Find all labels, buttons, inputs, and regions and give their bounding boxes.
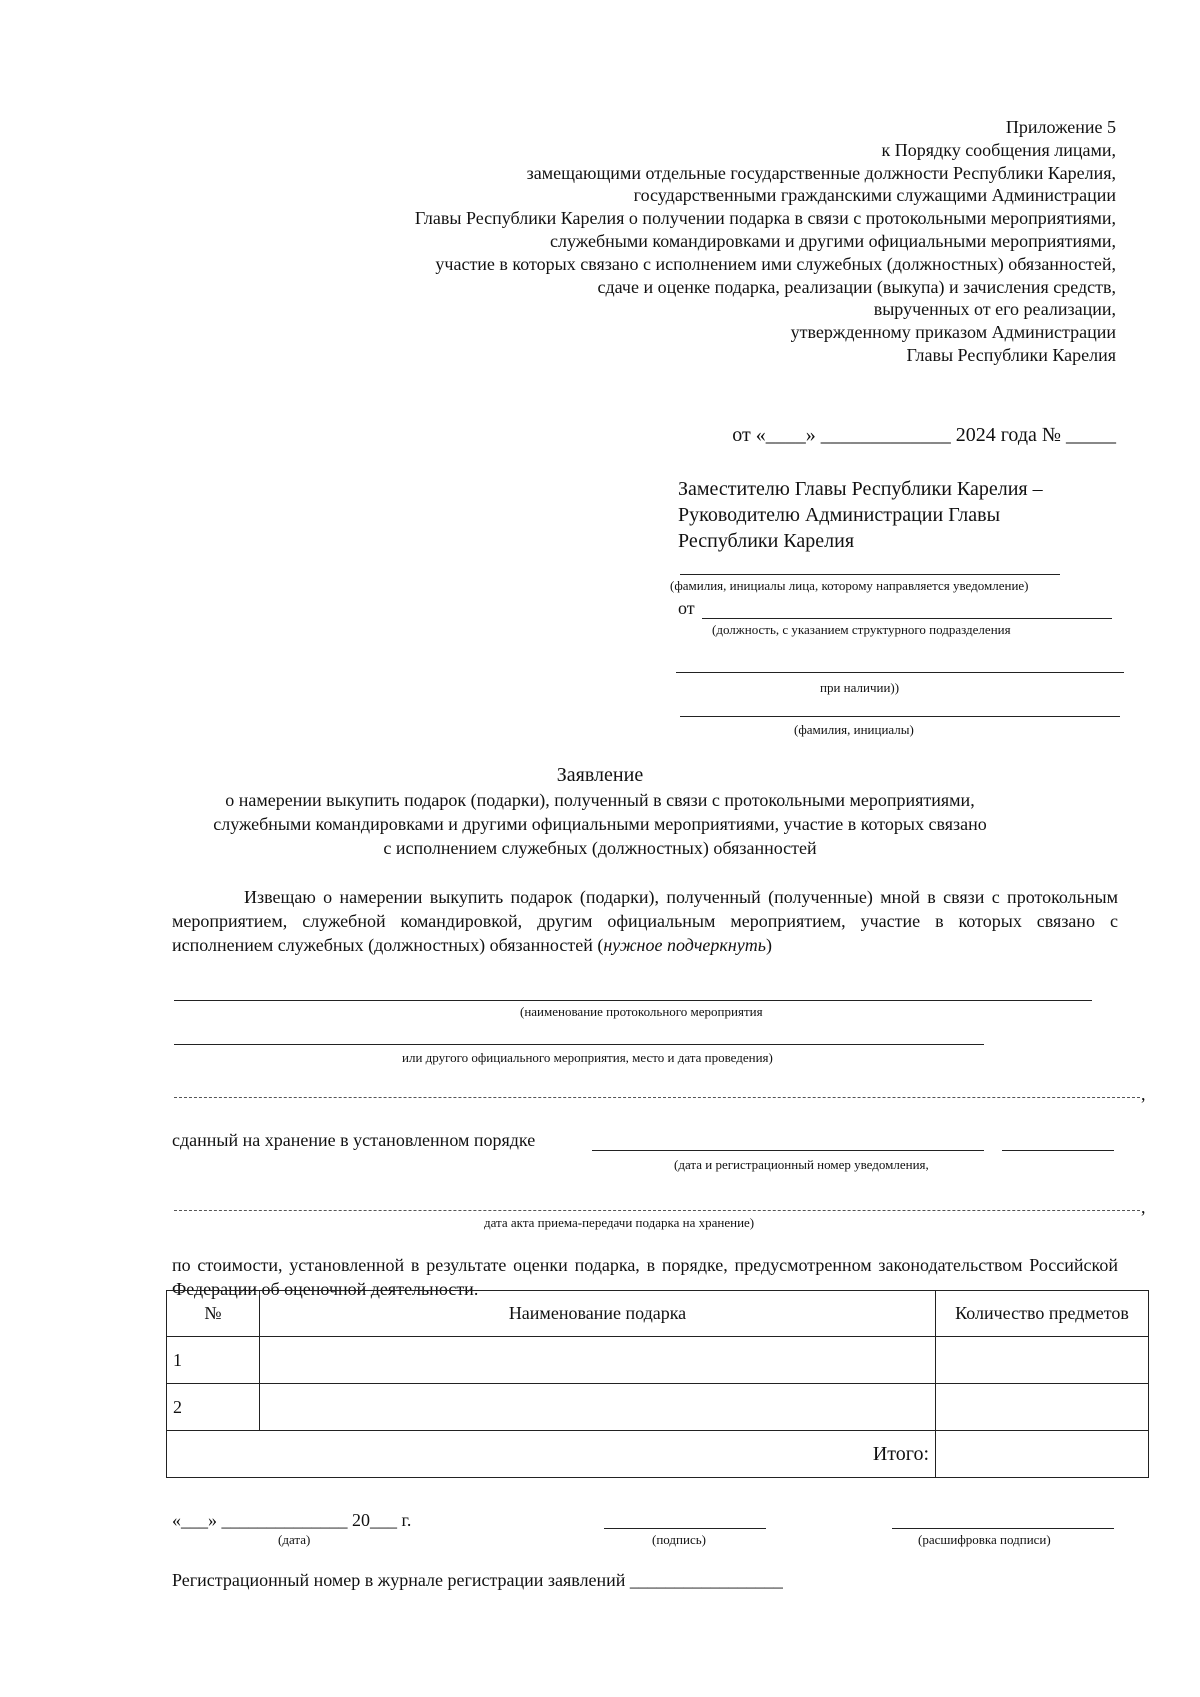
event-name-line	[174, 1000, 1092, 1001]
from-label: от	[678, 598, 695, 618]
decoding-line	[892, 1528, 1114, 1529]
event-comma: ,	[1141, 1084, 1146, 1104]
signature-caption: (подпись)	[652, 1532, 706, 1547]
header-gift-name: Наименование подарка	[260, 1291, 936, 1337]
header-line: Главы Республики Карелия	[906, 344, 1116, 365]
intro-emphasis: нужное подчеркнуть	[603, 935, 766, 955]
event-caption: (наименование протокольного мероприятия	[520, 1004, 763, 1019]
document-subtitle-line: с исполнением служебных (должностных) обязанностей	[383, 838, 817, 858]
stored-label: сданный на хранение в установленном порядке	[172, 1130, 536, 1150]
position-caption: (должность, с указанием структурного подразделения	[712, 622, 1011, 637]
document-subtitle-line: служебными командировками и другими официальными мероприятиями, участие в которых связано	[213, 814, 987, 834]
addressee-name-caption: (фамилия, инициалы лица, которому направляется уведомление)	[670, 578, 1029, 593]
document-subtitle-line: о намерении выкупить подарок (подарки), полученный в связи с протокольными мероприятиями,	[225, 790, 975, 810]
addressee-line: Заместителю Главы Республики Карелия –	[678, 478, 1043, 500]
event-place-line	[174, 1044, 984, 1045]
header-line: Главы Республики Карелия о получении подарка в связи с протокольными мероприятиями,	[414, 208, 1116, 229]
addressee-line: Руководителю Администрации Главы	[678, 504, 1001, 526]
row-quantity[interactable]	[936, 1337, 1149, 1384]
price-paragraph: по стоимости, установленной в результате оценки подарка, в порядке, предусмотренном законодательством Российской Федерации об оценочной деятельности.	[172, 1255, 1118, 1299]
act-line	[174, 1210, 1140, 1211]
notice-caption: (дата и регистрационный номер уведомления,	[674, 1157, 929, 1172]
table-header-row	[167, 1291, 1149, 1337]
registration-line: Регистрационный номер в журнале регистрации заявлений _________________	[172, 1570, 783, 1590]
gifts-table	[166, 1290, 1149, 1478]
position-caption-end: при наличии))	[820, 680, 900, 695]
header-line: участие в которых связано с исполнением ими служебных (должностных) обязанностей,	[435, 253, 1116, 274]
table-row	[167, 1337, 1149, 1384]
row-number: 2	[167, 1384, 260, 1431]
total-value[interactable]	[936, 1431, 1149, 1478]
intro-paragraph	[172, 885, 1118, 957]
table-total-row	[167, 1431, 1149, 1478]
addressee-name-line	[680, 574, 1060, 575]
initials-caption: (фамилия, инициалы)	[794, 722, 914, 737]
initials-line	[680, 716, 1120, 717]
header-line: Приложение 5	[1005, 117, 1116, 137]
header-line: служебными командировками и другими официальными мероприятиями,	[550, 230, 1116, 251]
header-number: №	[167, 1291, 260, 1337]
intro-text: Извещаю о намерении выкупить подарок (подарки), полученный (полученные) мной в связи с протокольным мероприятием, служебной командировкой, другим официальным мероприятием, участие в которых связано с исполнением служебных (должностных) обязанностей (	[172, 887, 1118, 955]
row-gift-name[interactable]	[260, 1337, 936, 1384]
addressee-line: Республики Карелия	[678, 530, 855, 552]
row-gift-name[interactable]	[260, 1384, 936, 1431]
header-quantity: Количество предметов	[936, 1291, 1149, 1337]
stored-line	[592, 1150, 984, 1151]
row-number: 1	[167, 1337, 260, 1384]
from-line	[702, 618, 1112, 619]
decoding-caption: (расшифровка подписи)	[918, 1532, 1051, 1547]
appendix-header	[216, 116, 1116, 367]
header-line: вырученных от его реализации,	[873, 299, 1116, 320]
signature-line	[604, 1528, 766, 1529]
event-caption-2: или другого официального мероприятия, место и дата проведения)	[402, 1050, 773, 1065]
position-line	[676, 672, 1124, 673]
date-caption: (дата)	[278, 1532, 311, 1547]
document-title: Заявление	[556, 764, 644, 786]
stored-line-2	[1002, 1150, 1114, 1151]
act-comma: ,	[1141, 1197, 1146, 1217]
header-line: государственными гражданскими служащими Администрации	[633, 185, 1116, 206]
signature-date-line: «___» ______________ 20___ г.	[172, 1510, 412, 1530]
header-line: сдаче и оценке подарка, реализации (выкупа) и зачисления средств,	[597, 276, 1116, 297]
header-line: утвержденному приказом Администрации	[790, 322, 1116, 343]
act-caption: дата акта приема-передачи подарка на хранение)	[484, 1215, 755, 1230]
table-row	[167, 1384, 1149, 1431]
header-line: замещающими отдельные государственные должности Республики Карелия,	[526, 162, 1116, 183]
event-extra-line	[174, 1097, 1140, 1098]
intro-end: )	[765, 935, 772, 955]
total-label: Итого:	[167, 1431, 936, 1478]
row-quantity[interactable]	[936, 1384, 1149, 1431]
header-line: к Порядку сообщения лицами,	[881, 139, 1116, 160]
order-date-line: от «____» _____________ 2024 года № _____	[732, 424, 1116, 446]
